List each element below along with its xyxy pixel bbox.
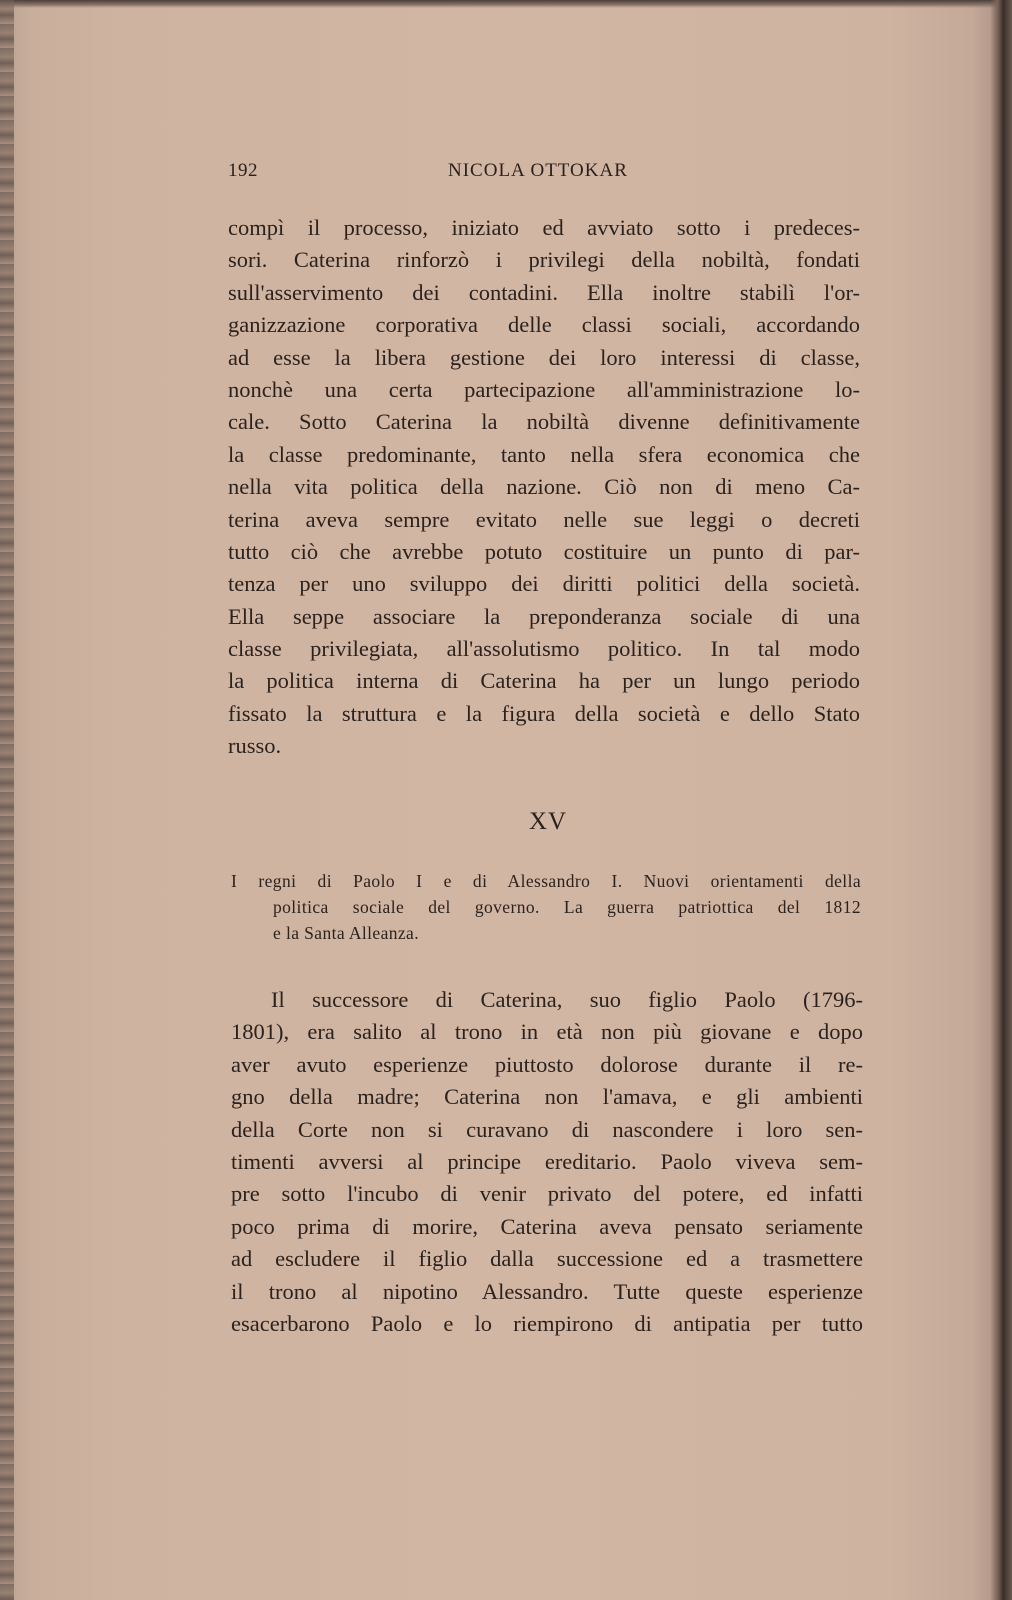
text-line: nella vita politica della nazione. Ciò non di meno Ca-: [228, 474, 860, 500]
text-line: tenza per uno sviluppo dei diritti politici della società.: [228, 571, 860, 597]
summary-line: I regni di Paolo I e di Alessandro I. Nuovi orientamenti della: [231, 871, 861, 891]
text-line: sori. Caterina rinforzò i privilegi della nobiltà, fondati: [228, 247, 860, 273]
paragraph-2: [231, 984, 863, 1340]
running-head: [228, 160, 860, 184]
text-line: Ella seppe associare la preponderanza sociale di una: [228, 603, 860, 629]
text-line: poco prima di morire, Caterina aveva pensato seriamente: [231, 1213, 863, 1239]
text-line: Il successore di Caterina, suo figlio Paolo (1796-: [271, 987, 863, 1012]
page-top-edge: [0, 0, 1012, 8]
text-line: compì il processo, iniziato ed avviato sotto i predeces-: [228, 215, 860, 240]
text-line: ad escludere il figlio dalla successione ed a trasmettere: [231, 1246, 863, 1272]
text-line: ganizzazione corporativa delle classi sociali, accordando: [228, 312, 860, 338]
chapter-number: XV: [528, 808, 568, 835]
paragraph-1: [228, 212, 860, 763]
page-number: 192: [228, 160, 258, 181]
text-line: aver avuto esperienze piuttosto dolorose durante il re-: [231, 1051, 863, 1077]
text-line: fissato la struttura e la figura della società e dello Stato: [228, 700, 860, 726]
text-line: tutto ciò che avrebbe potuto costituire un punto di par-: [228, 538, 860, 564]
text-line: timenti avversi al principe ereditario. Paolo viveva sem-: [231, 1148, 863, 1174]
text-line: 1801), era salito al trono in età non più giovane e dopo: [231, 1019, 863, 1045]
text-line: nonchè una certa partecipazione all'amministrazione lo-: [228, 376, 860, 402]
page-left-edge: [0, 0, 14, 1600]
running-head-author: NICOLA OTTOKAR: [448, 160, 628, 181]
summary-line: politica sociale del governo. La guerra patriottica del 1812: [273, 897, 861, 917]
text-line: classe privilegiata, all'assolutismo politico. In tal modo: [228, 636, 860, 662]
text-line: la classe predominante, tanto nella sfera economica che: [228, 441, 860, 467]
text-line: della Corte non si curavano di nascondere i loro sen-: [231, 1116, 863, 1142]
text-line: il trono al nipotino Alessandro. Tutte queste esperienze: [231, 1278, 863, 1304]
chapter-summary: [231, 868, 861, 946]
summary-line: e la Santa Alleanza.: [273, 923, 419, 943]
text-line: ad esse la libera gestione dei loro interessi di classe,: [228, 344, 860, 370]
text-line: la politica interna di Caterina ha per un lungo periodo: [228, 668, 860, 694]
text-line: cale. Sotto Caterina la nobiltà divenne definitivamente: [228, 409, 860, 435]
text-line: terina aveva sempre evitato nelle sue leggi o decreti: [228, 506, 860, 532]
text-line: esacerbarono Paolo e lo riempirono di antipatia per tutto: [231, 1310, 863, 1336]
text-line: russo.: [228, 733, 282, 759]
text-line: sull'asservimento dei contadini. Ella inoltre stabilì l'or-: [228, 279, 860, 305]
text-line: gno della madre; Caterina non l'amava, e gli ambienti: [231, 1084, 863, 1110]
page-right-edge: [990, 0, 1012, 1600]
text-line: pre sotto l'incubo di venir privato del potere, ed infatti: [231, 1181, 863, 1207]
